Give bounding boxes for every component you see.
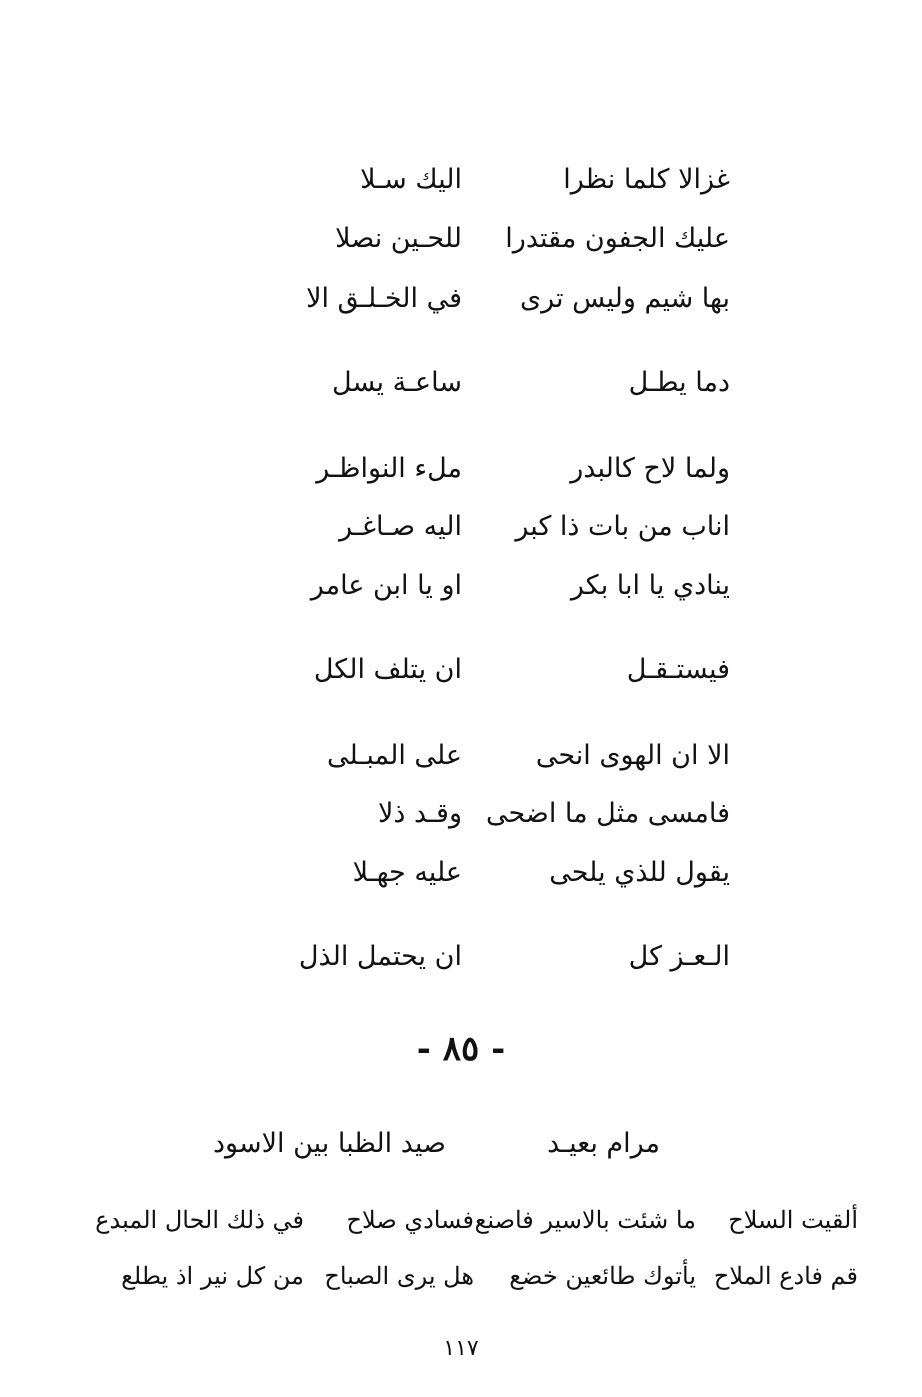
verse-right: ولما لاح كالبدر xyxy=(570,453,730,484)
verse-left: للحـين نصلا xyxy=(335,223,462,254)
quatrain-segment: ألقيت السلاح xyxy=(728,1206,858,1234)
quatrain-segment: قم فادع الملاح xyxy=(713,1262,858,1290)
refrain-right: فيستـقـل xyxy=(626,654,730,685)
refrain-left: ان يتلف الكل xyxy=(313,654,462,685)
quatrain-segment: يأتوك طائعين خضع xyxy=(509,1262,696,1290)
refrain-right: الـعـز كل xyxy=(628,941,730,972)
verse-left: وقـد ذلا xyxy=(377,798,462,829)
verse-left: في الخـلـق الا xyxy=(306,283,462,314)
verse-right: اناب من بات ذا كبر xyxy=(515,511,730,542)
page-number: ١١٧ xyxy=(443,1336,479,1361)
verse-right: الا ان الهوى انحى xyxy=(535,740,730,771)
refrain-left: ساعـة يسل xyxy=(332,367,462,398)
quatrain-segment: من كل نير اذ يطلع xyxy=(121,1262,304,1290)
verse-right: غزالا كلما نظرا xyxy=(563,164,730,195)
verse-left: ملء النواظـر xyxy=(316,453,462,484)
verse-right: عليك الجفون مقتدرا xyxy=(505,223,730,254)
quatrain-segment: فسادي صلاح xyxy=(346,1206,474,1234)
poem-title-left: صيد الظبا بين الاسود xyxy=(213,1128,446,1159)
quatrain-segment: في ذلك الحال المبدع xyxy=(95,1206,304,1234)
verse-left: اليك سـلا xyxy=(360,164,462,195)
verse-left: على المبـلى xyxy=(327,740,462,771)
poem-title-right: مرام بعيـد xyxy=(547,1128,660,1159)
verse-right: يقول للذي يلحى xyxy=(549,857,730,888)
refrain-right: دما يطـل xyxy=(628,367,730,398)
refrain-left: ان يحتمل الذل xyxy=(298,941,462,972)
verse-left: عليه جهـلا xyxy=(352,857,462,888)
verse-left: اليه صـاغـر xyxy=(339,511,462,542)
verse-left: او يا ابن عامر xyxy=(310,570,462,601)
verse-right: ينادي يا ابا بكر xyxy=(570,570,730,601)
verse-right: بها شيم وليس ترى xyxy=(519,283,730,314)
quatrain-segment: هل يرى الصباح xyxy=(324,1262,474,1290)
quatrain-segment: ما شئت بالاسير فاصنع xyxy=(474,1206,696,1234)
section-number: - ٨٥ - xyxy=(416,1029,506,1069)
verse-right: فامسى مثل ما اضحى xyxy=(485,798,730,829)
